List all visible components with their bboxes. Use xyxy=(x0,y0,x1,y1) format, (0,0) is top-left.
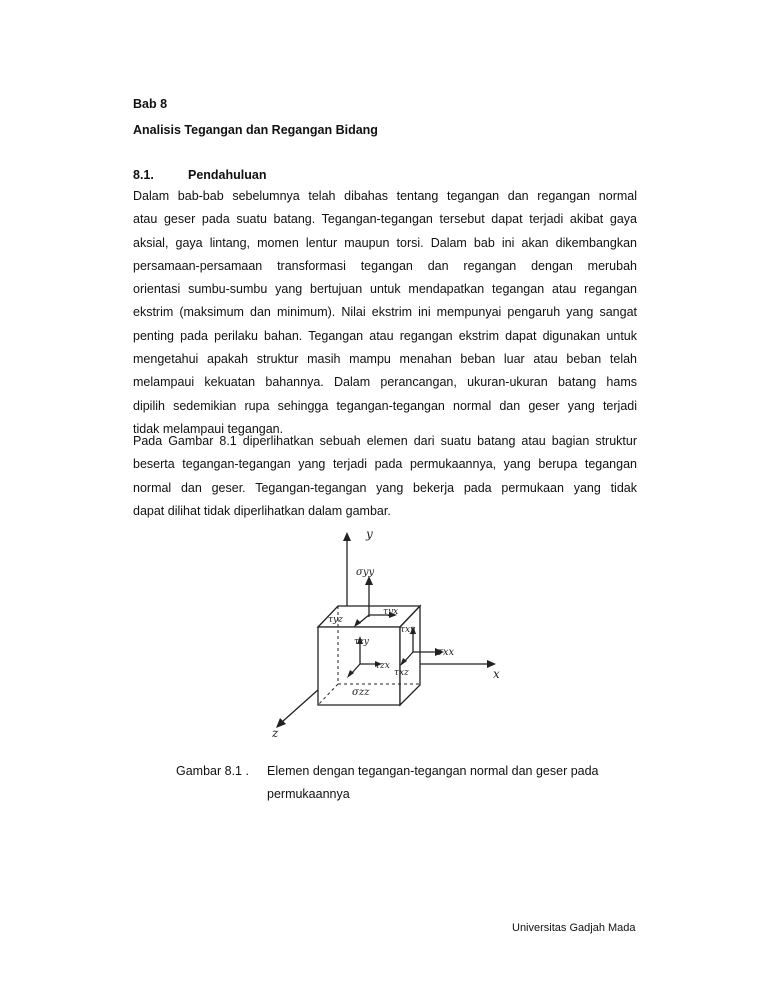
stress-element-figure xyxy=(130,527,640,747)
tau-xy-label: τxy xyxy=(400,625,416,635)
chapter-title: Analisis Tegangan dan Regangan Bidang xyxy=(133,123,378,137)
z-axis-label: z xyxy=(272,726,279,740)
tau-yz-label: τyz xyxy=(328,615,343,625)
figure-caption-text xyxy=(267,760,647,806)
figure-caption-line: permukaannya xyxy=(267,787,350,801)
sigma-xx-label: σxx xyxy=(436,647,455,658)
tau-xz-label: τxz xyxy=(394,668,409,678)
tau-zy-label: τzy xyxy=(354,637,369,647)
paragraph-line: Pada Gambar 8.1 diperlihatkan sebuah elemen dari suatu batang atau bagian struktur xyxy=(133,434,637,448)
section-title: Pendahuluan xyxy=(188,168,267,182)
sigma-zz-label: σzz xyxy=(352,687,370,698)
paragraph-line: beserta tegangan-tegangan yang terjadi pada permukaannya, yang berupa tegangan xyxy=(133,457,637,472)
paragraph-line: melampaui kekuatan bahannya. Dalam perancangan, ukuran-ukuran batang hams xyxy=(133,375,637,390)
paragraph-line: tidak melampaui tegangan. xyxy=(133,421,284,436)
paragraph-line: penting pada perilaku bahan. Tegangan atau regangan ekstrim dapat digunakan untuk xyxy=(133,328,637,343)
section-number: 8.1. xyxy=(133,168,154,182)
paragraph-line: orientasi sumbu-sumbu yang bertujuan untuk mendapatkan tegangan atau regangan xyxy=(133,282,637,297)
paragraph-line: mengetahui apakah struktur masih mampu menahan beban luar atau beban telah xyxy=(133,352,637,367)
paragraph-line: aksial, gaya lintang, momen lentur maupun torsi. Dalam bab ini akan dikembangkan xyxy=(133,235,637,250)
y-axis-arrowhead xyxy=(343,532,351,541)
paragraph-line: dapat dilihat tidak diperlihatkan dalam gambar. xyxy=(133,503,391,518)
paragraph-line: atau geser pada suatu batang. Tegangan-tegangan tersebut dapat terjadi akibat gaya xyxy=(133,212,637,227)
chapter-heading: Bab 8 xyxy=(133,97,168,111)
figure-caption-line: Elemen dengan tegangan-tegangan normal dan geser pada xyxy=(267,764,599,778)
page-footer: Universitas Gadjah Mada xyxy=(512,922,636,934)
x-axis-label: x xyxy=(493,667,500,681)
sigma-yy-label: σyy xyxy=(356,567,375,578)
paragraph-line: normal dan geser. Tegangan-tegangan yang bekerja pada permukaan yang tidak xyxy=(133,480,637,495)
paragraph-line: persamaan-persamaan transformasi tegangan dan regangan dengan merubah xyxy=(133,258,637,273)
paragraph-line: dipilih sedemikian rupa sehingga tegangan-tegangan normal dan geser yang terjadi xyxy=(133,398,637,413)
figure-caption-label: Gambar 8.1 . xyxy=(176,764,249,778)
paragraph-line: ekstrim (maksimum dan minimum). Nilai ekstrim ini mempunyai pengaruh yang sangat xyxy=(133,305,637,320)
paragraph-figure-intro xyxy=(133,430,637,523)
y-axis-label: y xyxy=(366,527,373,541)
paragraph-line: Dalam bab-bab sebelumnya telah dibahas tentang tegangan dan regangan normal xyxy=(133,189,637,203)
paragraph-intro xyxy=(133,185,637,441)
section-heading xyxy=(133,168,266,182)
tau-zx-label: τzx xyxy=(375,661,390,671)
tau-yx-label: τyx xyxy=(383,607,399,617)
